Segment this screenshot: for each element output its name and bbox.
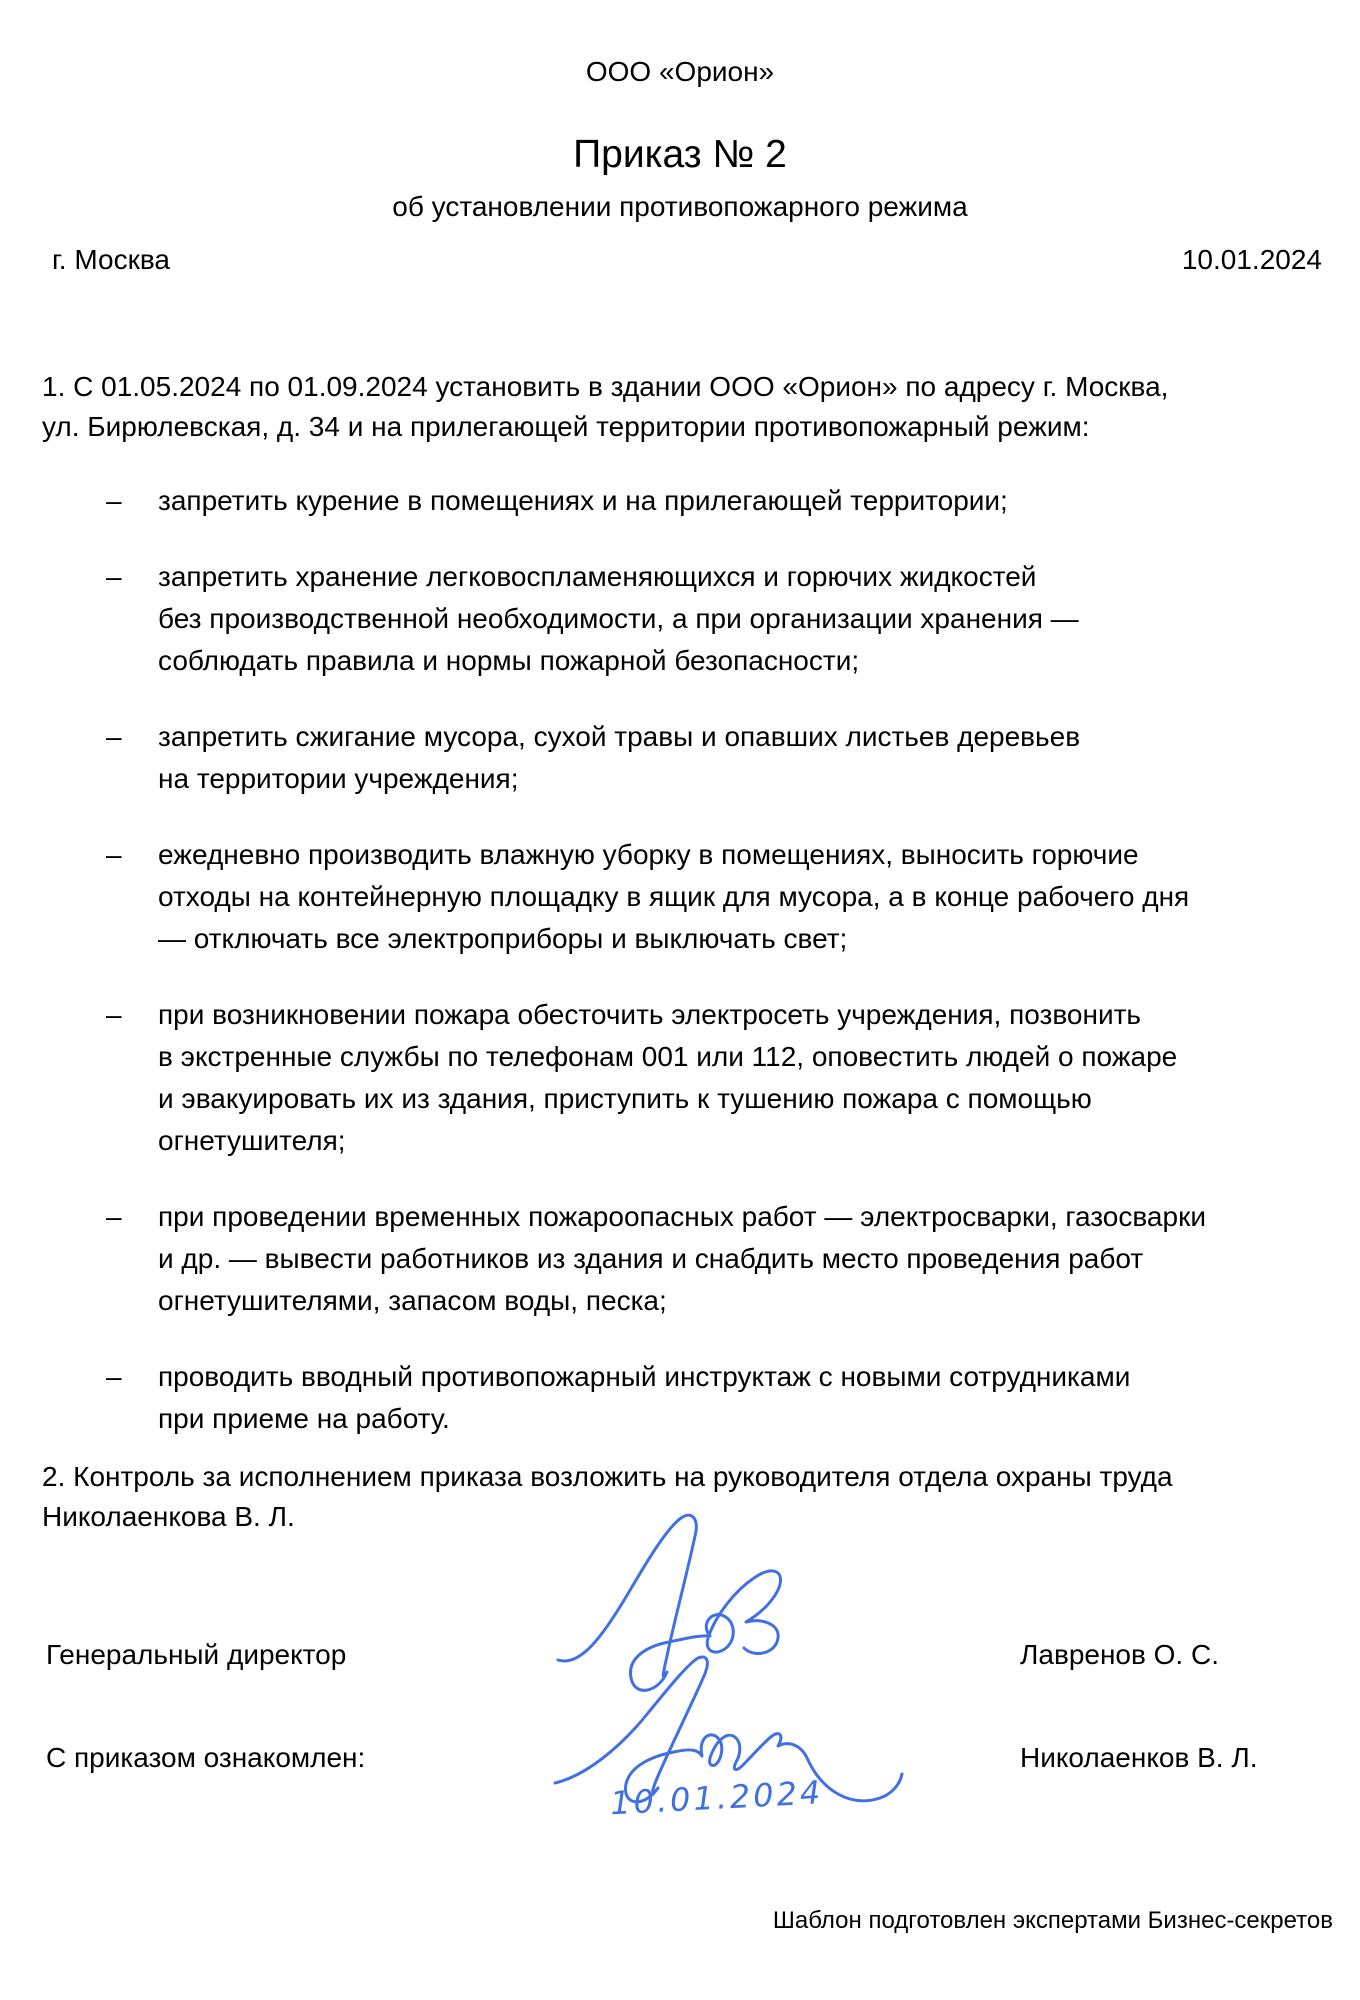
- bullet-line: без производственной необходимости, а при организации хранения —: [158, 603, 1079, 634]
- bullet-line: при проведении временных пожароопасных работ — электросварки, газосварки: [158, 1201, 1206, 1232]
- bullet-line: запретить хранение легковоспламеняющихся и горючих жидкостей: [158, 561, 1037, 592]
- order-bullet: [106, 556, 1340, 682]
- clause-1-line: 1. С 01.05.2024 по 01.09.2024 установить в здании ООО «Орион» по адресу г. Москва,: [42, 371, 1169, 402]
- signature-name: Николаенков В. Л.: [1020, 1742, 1258, 1773]
- bullet-line: при приеме на работу.: [158, 1403, 450, 1434]
- bullet-line: огнетушителями, запасом воды, песка;: [158, 1285, 667, 1316]
- bullet-line: огнетушителя;: [158, 1125, 346, 1156]
- handwritten-date: 10.01.2024: [609, 1773, 825, 1823]
- document-date: 10.01.2024: [1181, 244, 1322, 275]
- document-title: Приказ № 2: [573, 133, 787, 176]
- template-credit-footer: Шаблон подготовлен экспертами Бизнес-секретов: [772, 1907, 1333, 1934]
- city-date-row: [0, 243, 1360, 277]
- bullet-line: — отключать все электроприборы и выключать свет;: [158, 923, 848, 954]
- bullet-line: проводить вводный противопожарный инструктаж с новыми сотрудниками: [158, 1361, 1131, 1392]
- bullet-dash: –: [106, 1201, 122, 1232]
- company-name: ООО «Орион»: [585, 56, 775, 87]
- signature-role-label: Генеральный директор: [46, 1639, 347, 1670]
- signature-lavrenov-stroke: [558, 1515, 781, 1690]
- bullet-line: соблюдать правила и нормы пожарной безопасности;: [158, 645, 860, 676]
- order-bullet: [106, 994, 1340, 1162]
- bullet-line: запретить курение в помещениях и на прилегающей территории;: [158, 485, 1008, 516]
- bullet-dash: –: [106, 999, 122, 1030]
- bullet-line: и др. — вывести работников из здания и снабдить место проведения работ: [158, 1243, 1144, 1274]
- bullet-line: на территории учреждения;: [158, 763, 519, 794]
- bullet-dash: –: [106, 561, 122, 592]
- signature-name: Лавренов О. С.: [1020, 1639, 1219, 1670]
- order-bullet: [106, 480, 1340, 522]
- bullet-line: запретить сжигание мусора, сухой травы и опавших листьев деревьев: [158, 721, 1081, 752]
- bullet-line: отходы на контейнерную площадку в ящик для мусора, а в конце рабочего дня: [158, 881, 1190, 912]
- bullet-line: в экстренные службы по телефонам 001 или 112, оповестить людей о пожаре: [158, 1041, 1178, 1072]
- document-subtitle: об установлении противопожарного режима: [392, 191, 968, 222]
- order-bullet: [106, 1196, 1340, 1322]
- bullet-dash: –: [106, 485, 122, 516]
- clause-1-line: ул. Бирюлевская, д. 34 и на прилегающей территории противопожарный режим:: [42, 411, 1090, 442]
- order-bullet: [106, 1356, 1340, 1440]
- city-label: г. Москва: [52, 244, 170, 275]
- clause-2-line: 2. Контроль за исполнением приказа возложить на руководителя отдела охраны труда: [42, 1461, 1173, 1492]
- bullet-line: ежедневно производить влажную уборку в помещениях, выносить горючие: [158, 839, 1139, 870]
- bullet-line: и эвакуировать их из здания, приступить к тушению пожара с помощью: [158, 1083, 1092, 1114]
- order-bullet: [106, 834, 1340, 960]
- clause-2-line: Николаенкова В. Л.: [42, 1501, 295, 1532]
- fire-regime-bullet-list: [42, 480, 1340, 1440]
- bullet-dash: –: [106, 1361, 122, 1392]
- bullet-dash: –: [106, 839, 122, 870]
- order-bullet: [106, 716, 1340, 800]
- bullet-line: при возникновении пожара обесточить электросеть учреждения, позвонить: [158, 999, 1141, 1030]
- bullet-dash: –: [106, 721, 122, 752]
- clause-1: [42, 367, 1330, 447]
- signature-role-label: С приказом ознакомлен:: [46, 1742, 366, 1773]
